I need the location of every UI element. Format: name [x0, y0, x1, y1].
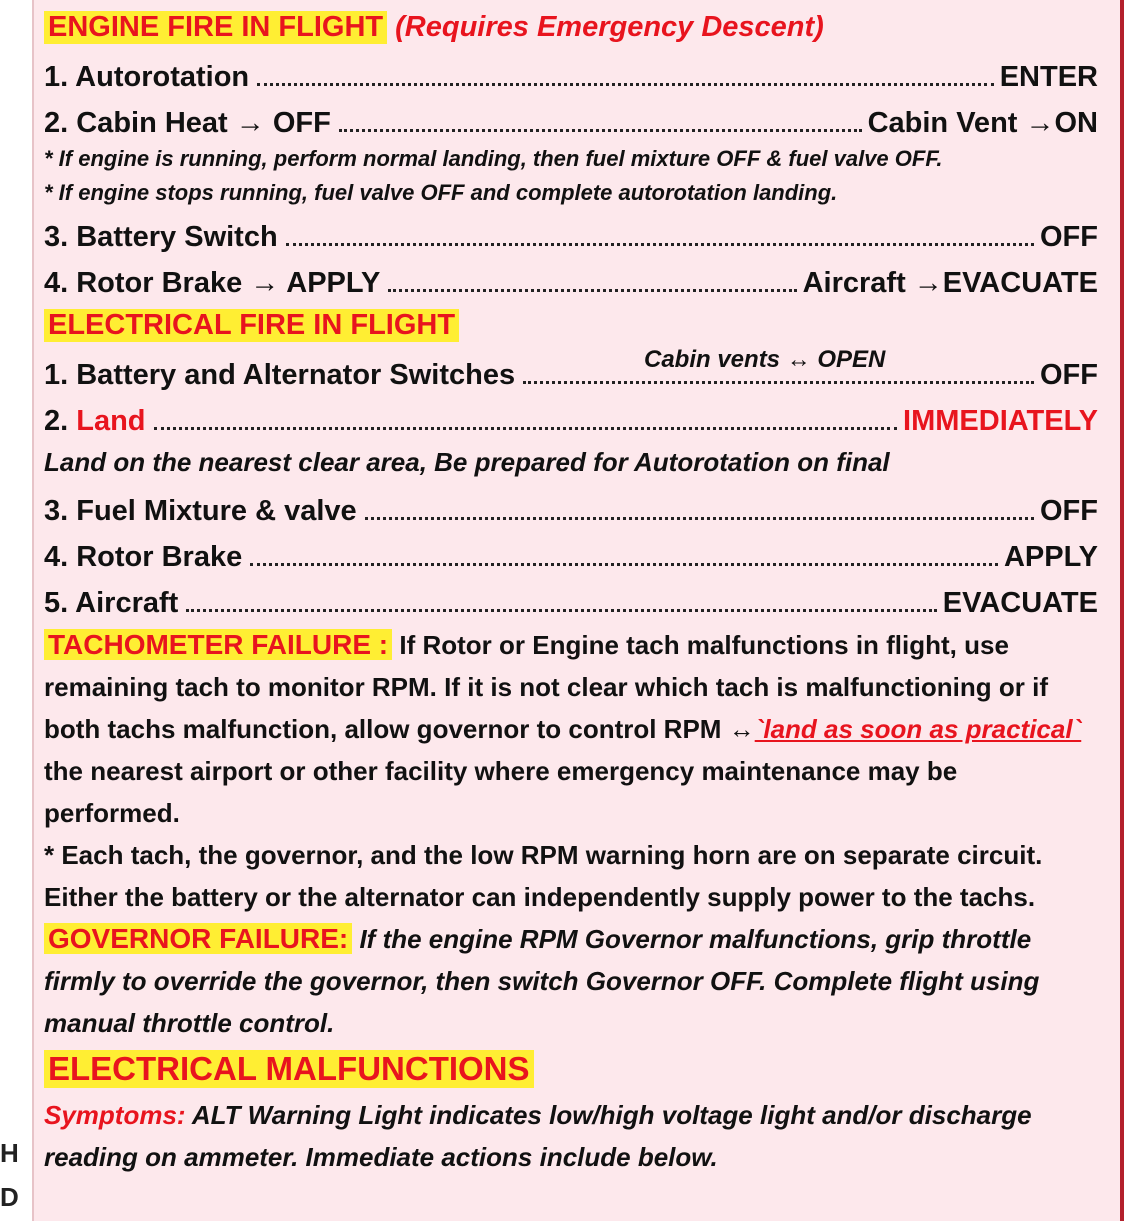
checklist-step: [44, 256, 1098, 302]
governor-failure-title: GOVERNOR FAILURE:: [44, 923, 352, 954]
checklist-step: [44, 484, 1098, 530]
electrical-fire-title: ELECTRICAL FIRE IN FLIGHT: [44, 309, 459, 342]
left-margin: [0, 0, 34, 1221]
step-value: IMMEDIATELY: [903, 405, 1098, 437]
step-label: 1. Autorotation: [44, 61, 250, 93]
governor-failure-section: [44, 918, 1098, 1044]
step-value: EVACUATE: [942, 587, 1098, 619]
engine-fire-title: ENGINE FIRE IN FLIGHT: [44, 11, 387, 44]
engine-fire-note: * If engine stops running, fuel valve OFF and complete autorotation landing.: [44, 180, 838, 205]
checklist-step: [44, 210, 1098, 256]
leader-dots: [250, 563, 998, 566]
step-label: 4. Rotor Brake → APPLY: [44, 267, 381, 299]
checklist-step: [44, 96, 1098, 142]
tach-failure-text-end: the nearest airport or other facility where emergency maintenance may be performed.: [44, 756, 958, 828]
checklist-step: [44, 576, 1098, 622]
step-value: OFF: [1040, 495, 1098, 527]
leader-dots: [286, 243, 1034, 246]
step-label: 5. Aircraft: [44, 587, 179, 619]
checklist-step: [44, 348, 1098, 394]
leader-dots: [186, 609, 936, 612]
leader-dots: [365, 517, 1034, 520]
step-label: 1. Battery and Alternator Switches: [44, 359, 516, 391]
electrical-malfunctions-header: [44, 1044, 1098, 1094]
symptoms-text: ALT Warning Light indicates low/high voltage light and/or discharge reading on ammeter. Immediate actions include below.: [44, 1100, 1032, 1172]
governor-failure-text: If the engine RPM Governor malfunctions, grip throttle firmly to override the governor, then switch Governor OFF. Complete flight using manual throttle control.: [44, 924, 1040, 1038]
leader-dots: [339, 129, 862, 132]
land-label: Land: [76, 405, 146, 437]
step-label: 4. Rotor Brake: [44, 541, 243, 573]
checklist-step: [44, 394, 1098, 440]
cabin-vents-note: Cabin vents ↔ OPEN: [644, 346, 886, 373]
step-label: [44, 405, 146, 438]
leader-dots: [388, 289, 796, 292]
step-value: Aircraft →EVACUATE: [802, 267, 1098, 299]
step-value: OFF: [1040, 221, 1098, 253]
tach-failure-title: TACHOMETER FAILURE :: [44, 629, 392, 660]
land-note: Land on the nearest clear area, Be prepared for Autorotation on final: [44, 447, 890, 477]
step-value: OFF: [1040, 359, 1098, 391]
step-number: 2.: [44, 405, 77, 437]
land-practical-text: `land as soon as practical`: [754, 714, 1082, 744]
electrical-malfunctions-title: ELECTRICAL MALFUNCTIONS: [44, 1050, 534, 1088]
symptoms-label: Symptoms:: [44, 1100, 186, 1130]
checklist-step: [44, 50, 1098, 96]
symptoms-section: [44, 1094, 1098, 1178]
checklist-step: [44, 530, 1098, 576]
leader-dots: [257, 83, 994, 86]
margin-mark: D: [0, 1182, 19, 1212]
tach-failure-text: If Rotor or Engine tach malfunctions in flight, use remaining tach to monitor RPM. If it is not clear which tach is malfunctioning or if both tachs malfunction, allow governor to control RPM ↔: [44, 630, 1048, 744]
margin-mark: H: [0, 1138, 19, 1168]
step-label: 3. Fuel Mixture & valve: [44, 495, 357, 527]
tach-failure-section: [44, 624, 1098, 834]
step-label: 2. Cabin Heat → OFF: [44, 107, 331, 139]
step-value: Cabin Vent →ON: [867, 107, 1098, 139]
step-value: APPLY: [1003, 541, 1098, 573]
leader-dots: [523, 381, 1034, 384]
electrical-fire-header: [44, 302, 1098, 348]
tach-failure-note: * Each tach, the governor, and the low RPM warning horn are on separate circuit. Either the battery or the alternator can independently supply power to the tachs.: [44, 840, 1043, 912]
checklist-page: [34, 0, 1124, 1221]
step-label: 3. Battery Switch: [44, 221, 278, 253]
leader-dots: [154, 427, 898, 430]
engine-fire-note: * If engine is running, perform normal landing, then fuel mixture OFF & fuel valve OFF.: [44, 146, 943, 171]
engine-fire-subtitle: (Requires Emergency Descent): [395, 10, 824, 43]
engine-fire-header: [44, 4, 1098, 50]
step-value: ENTER: [999, 61, 1098, 93]
